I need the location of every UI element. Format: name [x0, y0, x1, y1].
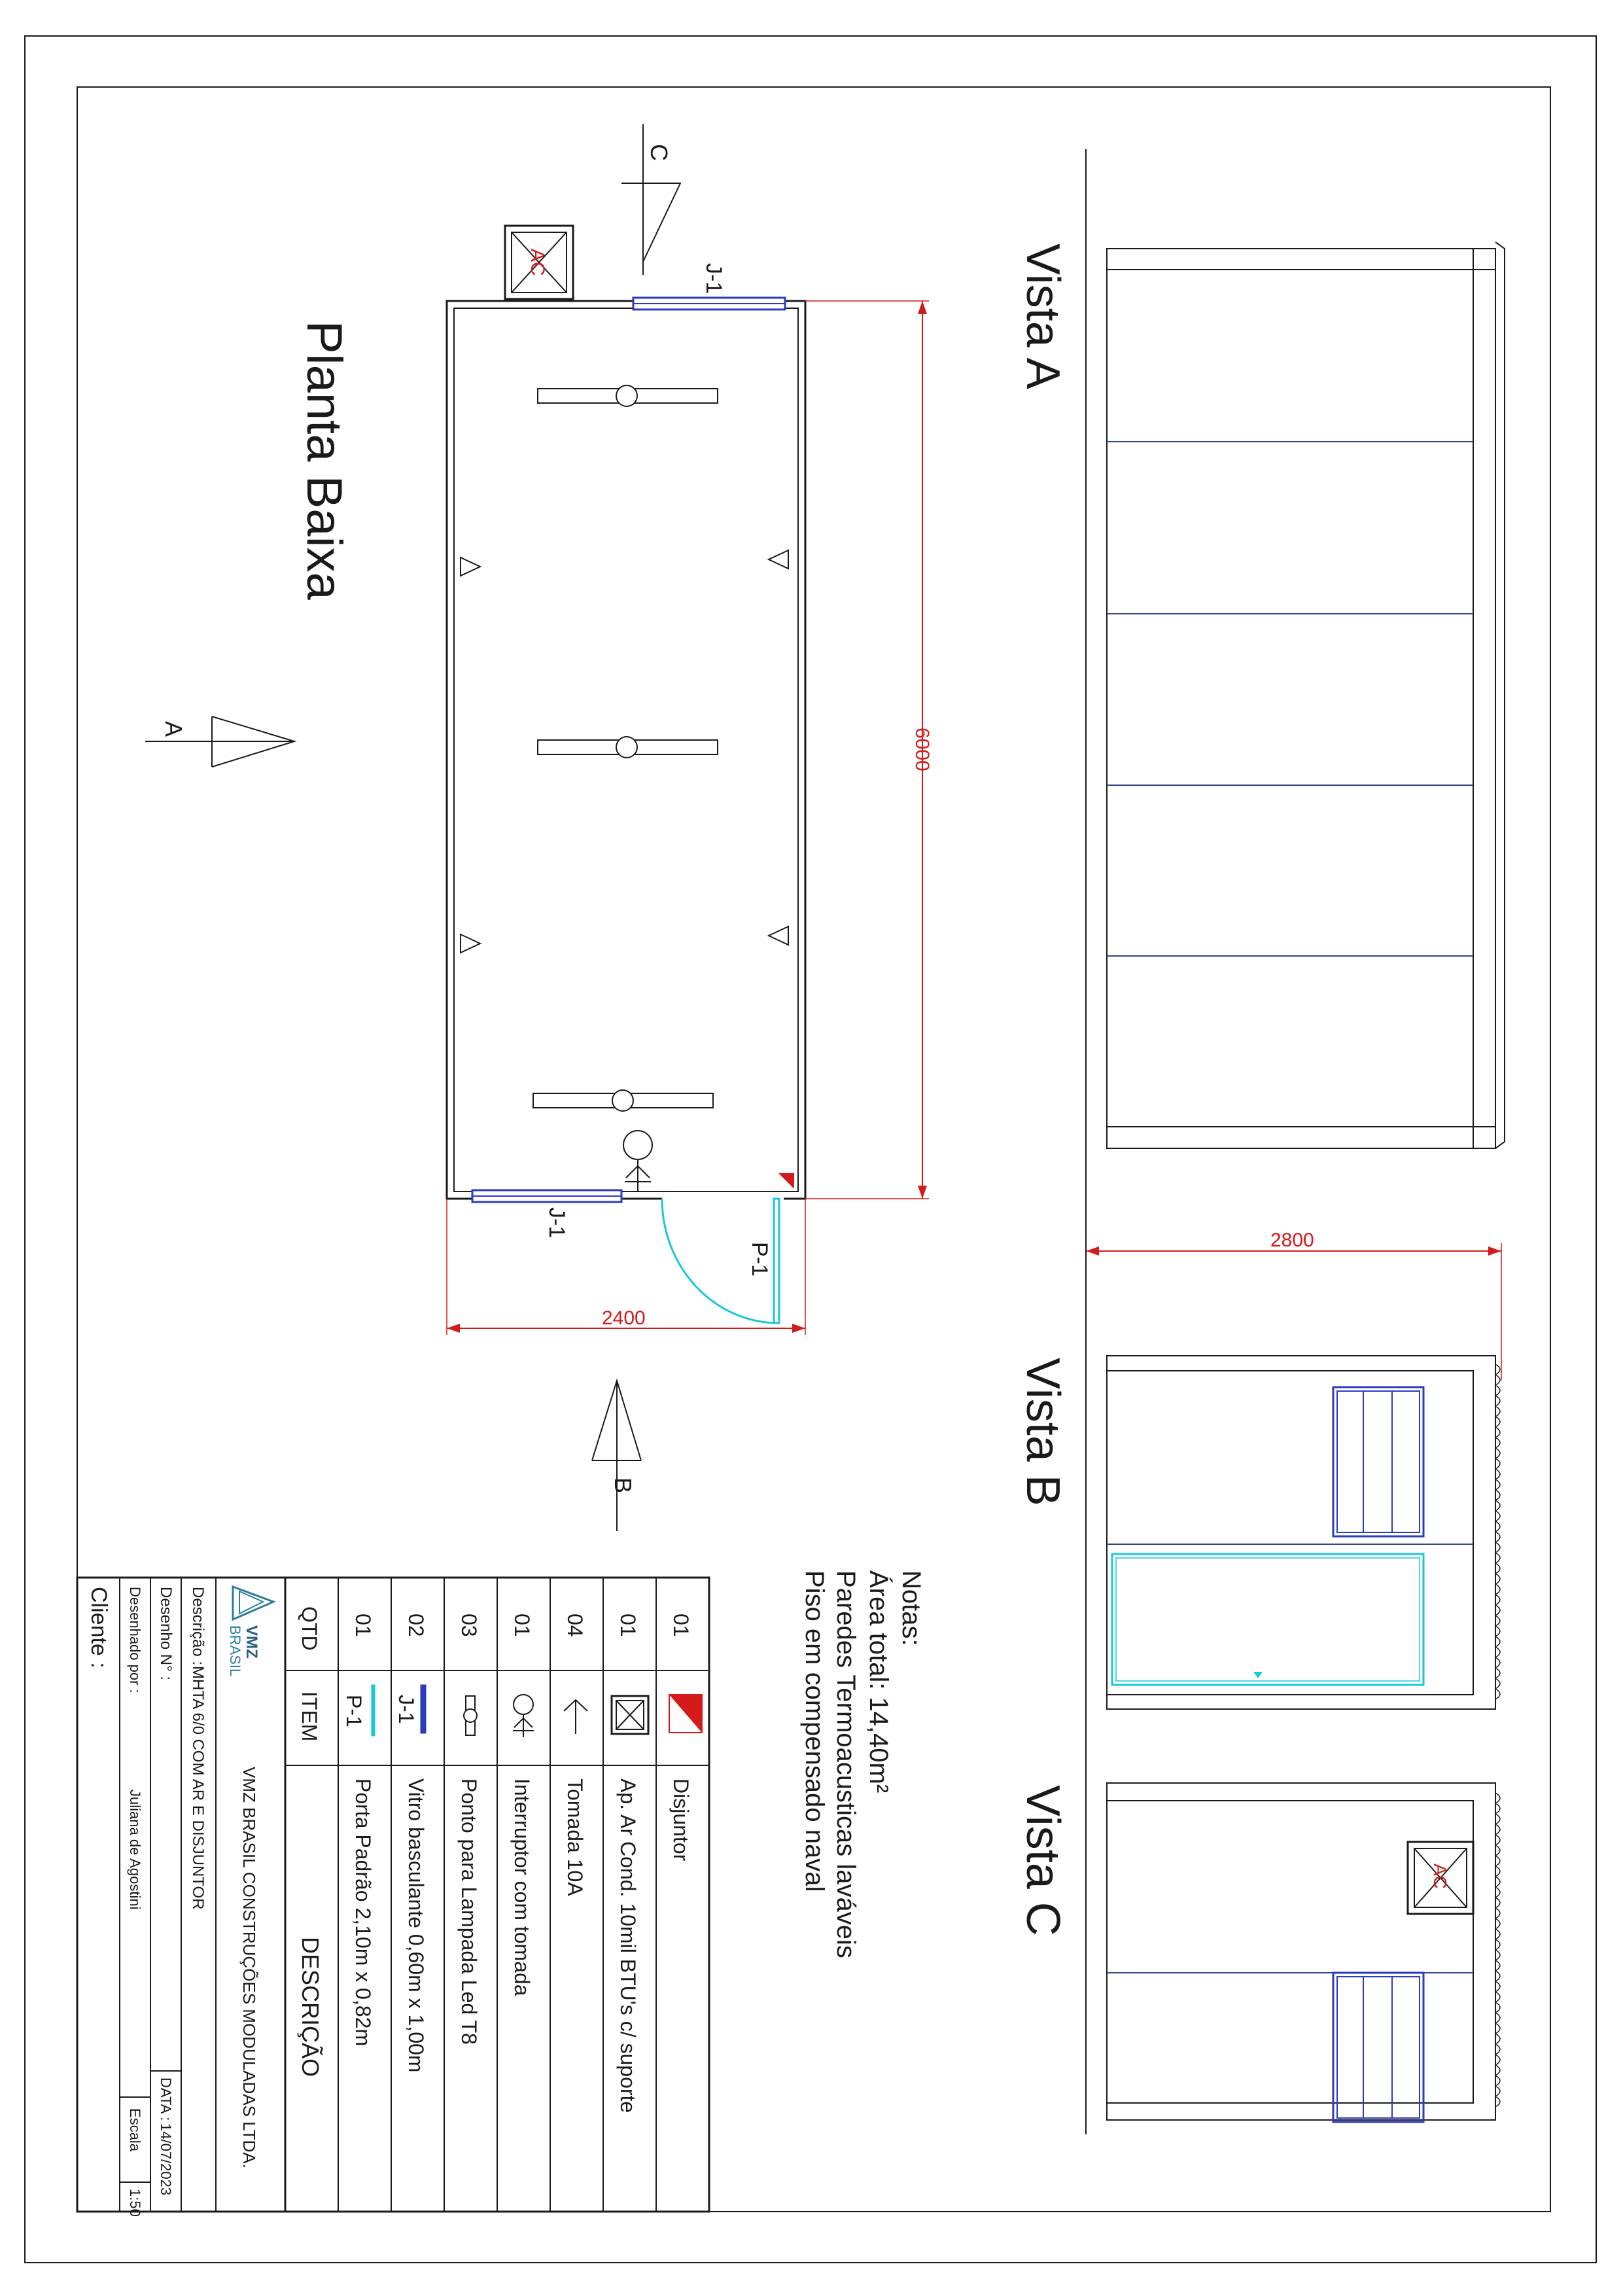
lamp-3	[533, 1090, 713, 1111]
lamp-1	[538, 385, 718, 406]
view-c-ac-tag: AC	[1430, 1863, 1450, 1889]
descricao-label: Descrição :	[189, 1587, 207, 1666]
dimension-depth	[1086, 1229, 1501, 1381]
desenho-label: Desenho N° :	[157, 1587, 175, 1681]
view-c	[1017, 1740, 1500, 2134]
breaker-symbol	[778, 1173, 794, 1189]
legend-header-item: ITEM	[298, 1691, 321, 1742]
legend-row-qtd: 04	[563, 1614, 587, 1637]
section-marker-b-label: B	[610, 1477, 637, 1494]
legend-row-qtd: 01	[510, 1614, 534, 1637]
window-bottom-tag: J-1	[544, 1207, 569, 1239]
data-value: 14/07/2023	[158, 2123, 174, 2196]
notes-heading: Notas:	[897, 1570, 926, 1646]
view-b-corrugated-edge	[1495, 1364, 1500, 1699]
legend-header-descricao: DESCRIÇÃO	[297, 1937, 324, 2077]
legend-row-qtd: 01	[616, 1614, 640, 1637]
door-icon	[372, 1685, 375, 1736]
legend-row-desc: Vitro basculante 0,60m x 1,00m	[404, 1778, 428, 2073]
legend-row-desc: Porta Padrão 2,10m x 0,82m	[351, 1778, 375, 2047]
ac-unit	[505, 226, 573, 299]
legend-row	[342, 1614, 375, 2046]
legend-header-qtd: QTD	[298, 1606, 321, 1651]
section-marker-c	[621, 124, 680, 275]
dimension-length-label: 6000	[911, 728, 933, 771]
view-a-title: Vista A	[1017, 243, 1069, 389]
outlet-icon	[564, 1700, 587, 1734]
lamp-point-icon	[464, 1696, 477, 1735]
view-c-window	[1333, 1973, 1423, 2122]
notes-line-3: Piso em compensado naval	[800, 1570, 829, 1892]
notes-line-2: Paredes Termoacusticas laváveis	[831, 1570, 860, 1958]
view-c-corrugated-edge	[1495, 1793, 1500, 2107]
view-b	[1017, 1161, 1500, 1740]
legend-row-desc: Ponto para Lampada Led T8	[457, 1778, 481, 2045]
view-c-title: Vista C	[1017, 1785, 1069, 1936]
outlet-3	[769, 550, 788, 569]
notes	[800, 1570, 926, 1958]
desenhado-label: Desenhado por :	[127, 1587, 143, 1693]
cliente-label: Cliente :	[86, 1587, 111, 1669]
company-logo	[227, 1587, 273, 1676]
escala-value: 1:50	[127, 2189, 143, 2217]
dimension-width-label: 2400	[602, 1307, 646, 1329]
breaker-icon	[669, 1695, 702, 1733]
view-c-ac-unit	[1408, 1842, 1473, 1914]
section-marker-a	[145, 716, 294, 767]
legend-row	[563, 1614, 587, 1896]
legend-row-qtd: 03	[457, 1614, 481, 1637]
legend-row	[669, 1614, 702, 1862]
escala-label: Escala	[127, 2108, 143, 2152]
legend-row-qtd: 02	[404, 1614, 428, 1637]
outlet-2	[461, 934, 480, 953]
legend-row-qtd: 01	[669, 1614, 693, 1637]
planta-title: Planta Baixa	[296, 321, 352, 600]
outlet-1	[461, 557, 480, 576]
view-b-door	[1112, 1554, 1423, 1685]
section-marker-c-label: C	[646, 144, 672, 161]
view-a	[1017, 149, 1505, 1161]
data-label: DATA :	[158, 2077, 174, 2121]
legend-row-desc: Interruptor com tomada	[510, 1778, 534, 1996]
dimension-length	[805, 301, 933, 1199]
company-logo-sub: BRASIL	[227, 1625, 243, 1677]
legend-row-item: P-1	[342, 1695, 366, 1727]
view-b-title: Vista B	[1017, 1358, 1069, 1506]
legend-row-desc: Ap. Ar Cond. 10mil BTU's c/ suporte	[616, 1778, 640, 2113]
floor-plan	[145, 124, 933, 1531]
legend-row	[612, 1614, 648, 2113]
switch-outlet-icon	[513, 1695, 534, 1737]
outlet-4	[769, 927, 788, 945]
legend-row-qtd: 01	[351, 1614, 375, 1637]
outer-border	[25, 36, 1596, 2263]
view-b-window	[1333, 1387, 1423, 1536]
door-leaf	[774, 1199, 779, 1323]
company-logo-main: VMZ	[243, 1625, 260, 1659]
desenhado-value: Juliana de Agostini	[127, 1790, 143, 1910]
switch-outlet	[623, 1131, 652, 1192]
legend-row-desc: Disjuntor	[669, 1778, 693, 1862]
section-marker-a-label: A	[160, 721, 187, 737]
door-gap	[662, 1195, 784, 1201]
company-name: VMZ BRASIL CONSTRUÇÕES MODULADAS LTDA.	[239, 1767, 259, 2168]
window-top-tag: J-1	[701, 263, 726, 294]
dimension-depth-label: 2800	[1270, 1229, 1314, 1251]
window-icon	[421, 1685, 426, 1733]
section-marker-b	[592, 1381, 641, 1531]
air-conditioner-icon	[612, 1696, 648, 1734]
legend-row-item: J-1	[394, 1695, 418, 1724]
ac-unit-tag: AC	[527, 249, 548, 276]
descricao-value: MHTA 6/0 COM AR E DISJUNTOR	[189, 1666, 207, 1910]
legend-row	[394, 1614, 428, 2072]
legend-row-desc: Tomada 10A	[563, 1778, 587, 1896]
door-tag: P-1	[747, 1242, 772, 1277]
lamp-2	[538, 737, 718, 758]
legend-row	[457, 1614, 481, 2045]
notes-line-1: Área total: 14,40m²	[864, 1570, 893, 1793]
